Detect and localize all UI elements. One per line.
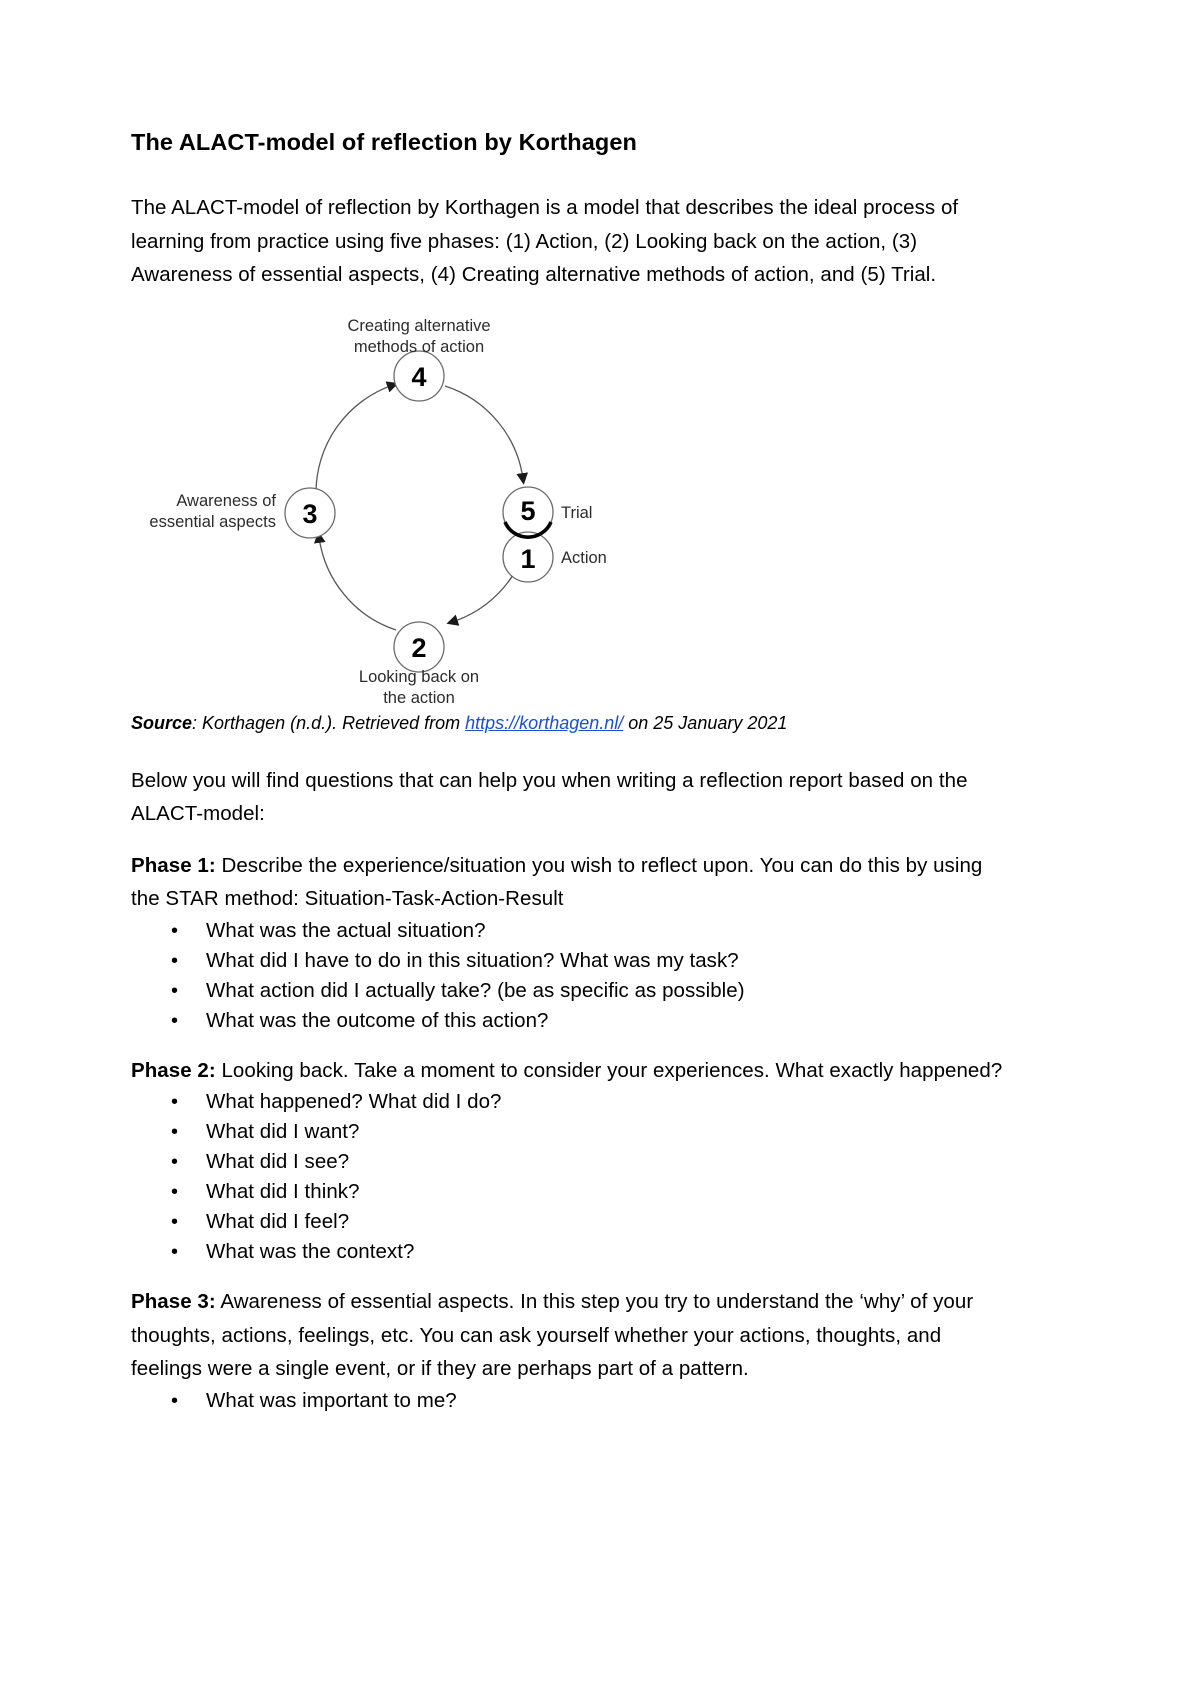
spacer — [131, 831, 1005, 849]
bullet-icon: • — [171, 1091, 179, 1114]
list-item-text: What was the actual situation? — [206, 918, 486, 942]
bullet-icon: • — [171, 1389, 179, 1412]
spacer — [131, 1036, 1005, 1054]
figure-caption-left-line2: essential aspects — [149, 512, 276, 531]
source-before-link: : Korthagen (n.d.). Retrieved from — [192, 712, 466, 733]
phase-2-label: Phase 2: — [131, 1058, 216, 1082]
list-item-text: What did I see? — [206, 1150, 350, 1174]
source-after-link: on 25 January 2021 — [623, 712, 788, 733]
list-item — [131, 976, 1005, 1006]
phase-1-heading — [131, 849, 1005, 916]
bullet-icon: • — [171, 979, 179, 1002]
list-item — [131, 1117, 1005, 1147]
list-item-text: What action did I actually take? (be as specific as possible) — [206, 978, 745, 1002]
phase-1-question-list — [131, 916, 1005, 1036]
list-item-text: What was the context? — [206, 1240, 415, 1264]
list-item — [131, 1147, 1005, 1177]
bullet-icon: • — [171, 1211, 179, 1234]
figure-caption-action: Action — [561, 548, 607, 567]
node-label-1: 1 — [520, 543, 536, 574]
spacer — [131, 292, 1005, 322]
node-label-5: 5 — [520, 495, 536, 526]
list-item-text: What did I think? — [206, 1180, 360, 1204]
bullet-icon: • — [171, 1121, 179, 1144]
list-item — [131, 1237, 1005, 1267]
phase-2-question-list — [131, 1087, 1005, 1267]
phase-3-text: Awareness of essential aspects. In this step you try to understand the ‘why’ of your thoughts, actions, feelings, etc. You can ask yourself whether your actions, thoughts, and feelings were a single event, or if they are perhaps part of a pattern. — [131, 1290, 974, 1381]
list-item — [131, 1006, 1005, 1036]
below-intro-paragraph: Below you will find questions that can help you when writing a reflection report based on the ALACT-model: — [131, 768, 968, 826]
node-label-4: 4 — [411, 361, 427, 392]
figure-caption-bottom-line2: the action — [383, 688, 455, 707]
figure-caption-bottom-line1: Looking back on — [358, 667, 480, 686]
source-label: Source — [131, 712, 193, 733]
alact-cycle-figure — [131, 316, 1005, 707]
bullet-icon: • — [171, 1009, 179, 1032]
list-item-text: What did I want? — [206, 1120, 360, 1144]
bullet-icon: • — [171, 1181, 179, 1204]
alact-cycle-svg — [149, 316, 619, 707]
phase-2-text: Looking back. Take a moment to consider your experiences. What exactly happened? — [215, 1058, 1003, 1082]
spacer — [131, 1267, 1005, 1285]
list-item-text: What was important to me? — [206, 1388, 457, 1412]
list-item-text: What was the outcome of this action? — [206, 1008, 549, 1032]
list-item — [131, 1207, 1005, 1237]
list-item-text: What did I feel? — [206, 1210, 350, 1234]
phase-3-question-list — [131, 1386, 1005, 1416]
figure-caption-top-line1: Creating alternative — [347, 316, 491, 335]
phase-3-label: Phase 3: — [131, 1290, 216, 1314]
bullet-icon: • — [171, 1151, 179, 1174]
source-line — [131, 708, 1005, 738]
list-item-text: What did I have to do in this situation? What was my task? — [206, 948, 739, 972]
list-item-text: What happened? What did I do? — [206, 1090, 502, 1114]
list-item — [131, 1386, 1005, 1416]
spacer — [131, 738, 1005, 764]
phase-2-heading — [131, 1054, 1005, 1088]
page-title: The ALACT-model of reflection by Korthagen — [131, 129, 637, 155]
list-item — [131, 946, 1005, 976]
bullet-icon: • — [171, 919, 179, 942]
list-item — [131, 916, 1005, 946]
source-hyperlink[interactable]: https://korthagen.nl/ — [465, 712, 624, 733]
list-item — [131, 1087, 1005, 1117]
intro-paragraph: The ALACT-model of reflection by Korthagen is a model that describes the ideal process of learning from practice using five phases: (1) Action, (2) Looking back on the action, (3) Awareness of essential aspects, (4) Creating alternative methods of action, and (5) Trial. — [131, 196, 959, 287]
phase-1-label: Phase 1: — [131, 853, 216, 877]
node-label-2: 2 — [411, 632, 427, 663]
figure-caption-trial: Trial — [561, 503, 593, 522]
list-item — [131, 1177, 1005, 1207]
node-label-3: 3 — [302, 498, 318, 529]
bullet-icon: • — [171, 1241, 179, 1264]
phase-3-heading — [131, 1285, 1005, 1386]
phase-1-text: Describe the experience/situation you wish to reflect upon. You can do this by using the STAR method: Situation-Task-Action-Result — [131, 853, 983, 911]
figure-caption-left-line1: Awareness of — [176, 491, 276, 510]
bullet-icon: • — [171, 949, 179, 972]
figure-caption-top-line2: methods of action — [353, 337, 485, 356]
